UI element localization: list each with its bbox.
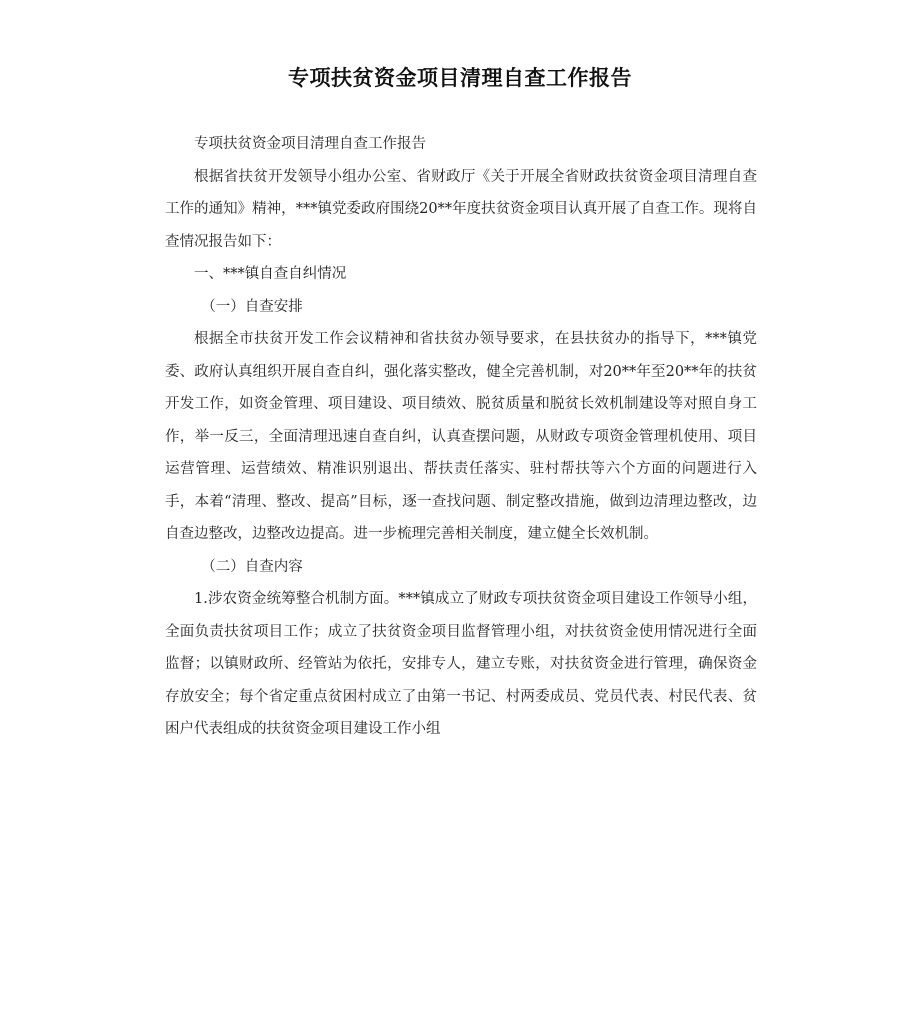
paragraph-content-1: 1.涉农资金统筹整合机制方面。***镇成立了财政专项扶贫资金项目建设工作领导小组，全面负责扶贫项目工作；成立了扶贫资金项目监督管理小组，对扶贫资金使用情况进行全面监督；以镇财政所、经管站为依托，安排专人，建立专账，对扶贫资金进行管理，确保资金存放安全；每个省定重点贫困村成立了由第一书记、村两委成员、党员代表、村民代表、贫困户代表组成的扶贫资金项目建设工作小组 [165, 591, 757, 737]
document-body [165, 128, 757, 746]
paragraph-intro: 根据省扶贫开发领导小组办公室、省财政厅《关于开展全省财政扶贫资金项目清理自查工作的通知》精神，***镇党委政府围绕20**年度扶贫资金项目认真开展了自查工作。现将自查情况报告如下： [165, 168, 757, 250]
subsection-heading-arrangement: （一）自查安排 [201, 298, 303, 315]
subsection-heading-content: （二）自查内容 [201, 558, 303, 575]
document-title: 专项扶贫资金项目清理自查工作报告 [288, 66, 632, 90]
paragraph-arrangement: 根据全市扶贫开发工作会议精神和省扶贫办领导要求，在县扶贫办的指导下，***镇党委、政府认真组织开展自查自纠，强化落实整改，健全完善机制，对20**年至20**年的扶贫开发工作，如资金管理、项目建设、项目绩效、脱贫质量和脱贫长效机制建设等对照自身工作，举一反三，全面清理迅速自查自纠，认真查摆问题，从财政专项资金管理机使用、项目运营管理、运营绩效、精准识别退出、帮扶责任落实、驻村帮扶等六个方面的问题进行入手，本着“清理、整改、提高”目标，逐一查找问题、制定整改措施，做到边清理边整改，边自查边整改，边整改边提高。进一步梳理完善相关制度，建立健全长效机制。 [165, 331, 757, 542]
section-heading-1: 一、***镇自查自纠情况 [194, 266, 347, 282]
paragraph-subtitle: 专项扶贫资金项目清理自查工作报告 [194, 136, 426, 152]
